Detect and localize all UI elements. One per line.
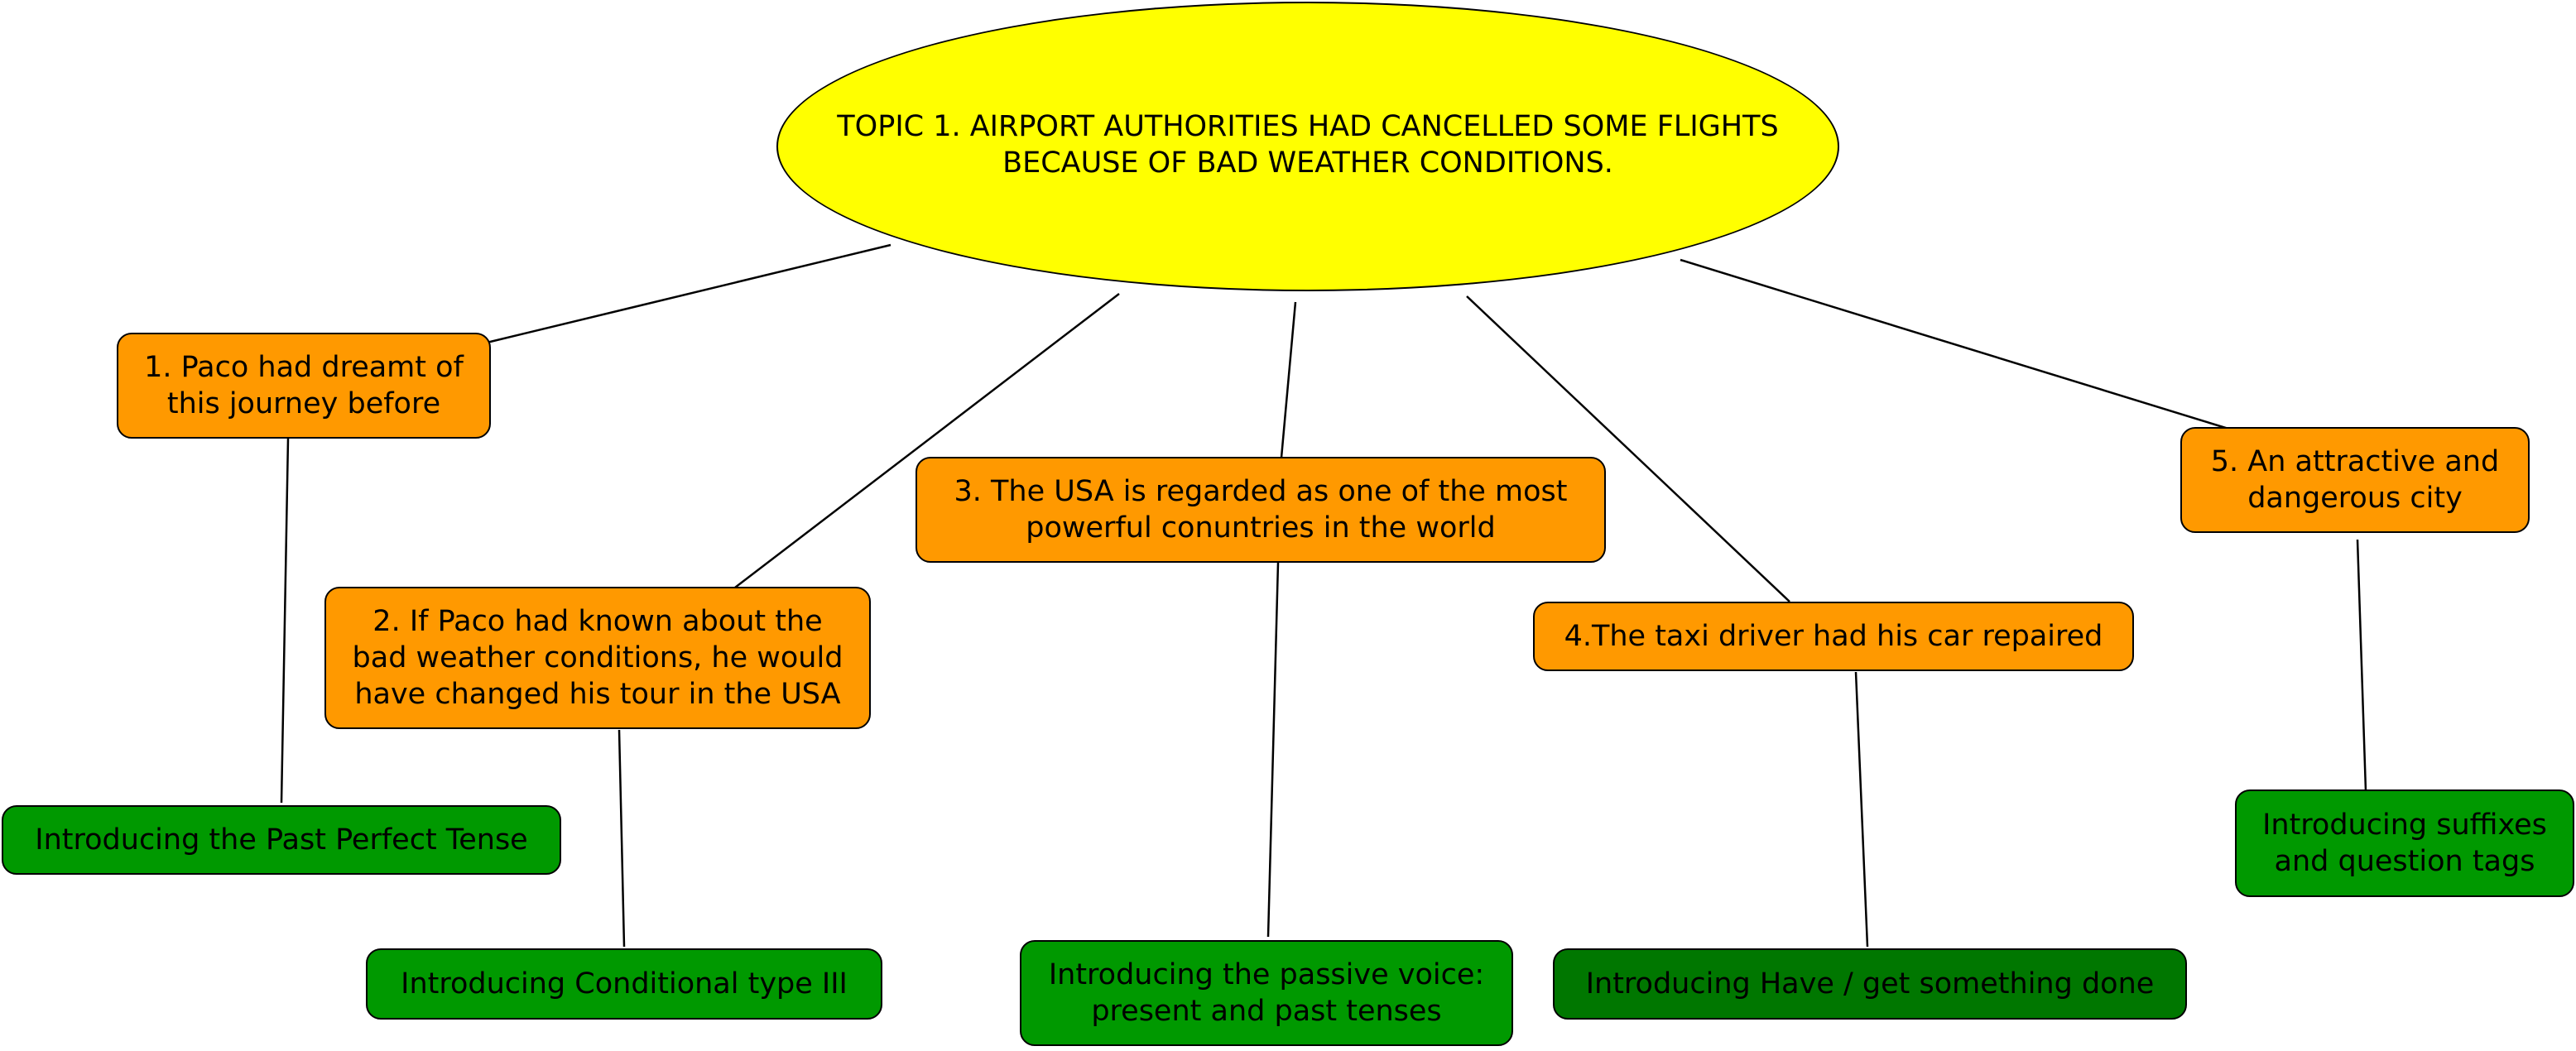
- subtopic-node-3: 3. The USA is regarded as one of the most powerful conuntries in the world: [916, 457, 1606, 563]
- connector-topic-to-subtopic-1: [487, 245, 891, 343]
- connector-subtopic-3-to-grammar-3: [1268, 563, 1278, 937]
- grammar-node-2: Introducing Conditional type III: [366, 948, 882, 1020]
- subtopic-node-5: 5. An attractive and dangerous city: [2180, 427, 2530, 533]
- central-topic: [776, 2, 1839, 291]
- grammar-node-4: Introducing Have / get something done: [1553, 948, 2187, 1020]
- connector-subtopic-4-to-grammar-4: [1856, 672, 1867, 947]
- grammar-node-5: Introducing suffixes and question tags: [2235, 789, 2574, 897]
- subtopic-node-2: 2. If Paco had known about the bad weather conditions, he would have changed his tour in the USA: [324, 587, 871, 729]
- subtopic-node-4: 4.The taxi driver had his car repaired: [1533, 602, 2134, 671]
- connector-subtopic-5-to-grammar-5: [2357, 540, 2366, 791]
- central-topic-text: TOPIC 1. AIRPORT AUTHORITIES HAD CANCELLED SOME FLIGHTS BECAUSE OF BAD WEATHER CONDITIONS.: [837, 110, 1779, 180]
- connector-topic-to-subtopic-5: [1680, 260, 2228, 429]
- grammar-node-1: Introducing the Past Perfect Tense: [2, 805, 561, 875]
- connector-subtopic-1-to-grammar-1: [281, 439, 288, 803]
- subtopic-node-1: 1. Paco had dreamt of this journey before: [117, 333, 491, 439]
- grammar-node-3: Introducing the passive voice: present and past tenses: [1020, 940, 1513, 1046]
- connector-topic-to-subtopic-3: [1281, 302, 1295, 458]
- connector-subtopic-2-to-grammar-2: [619, 730, 624, 947]
